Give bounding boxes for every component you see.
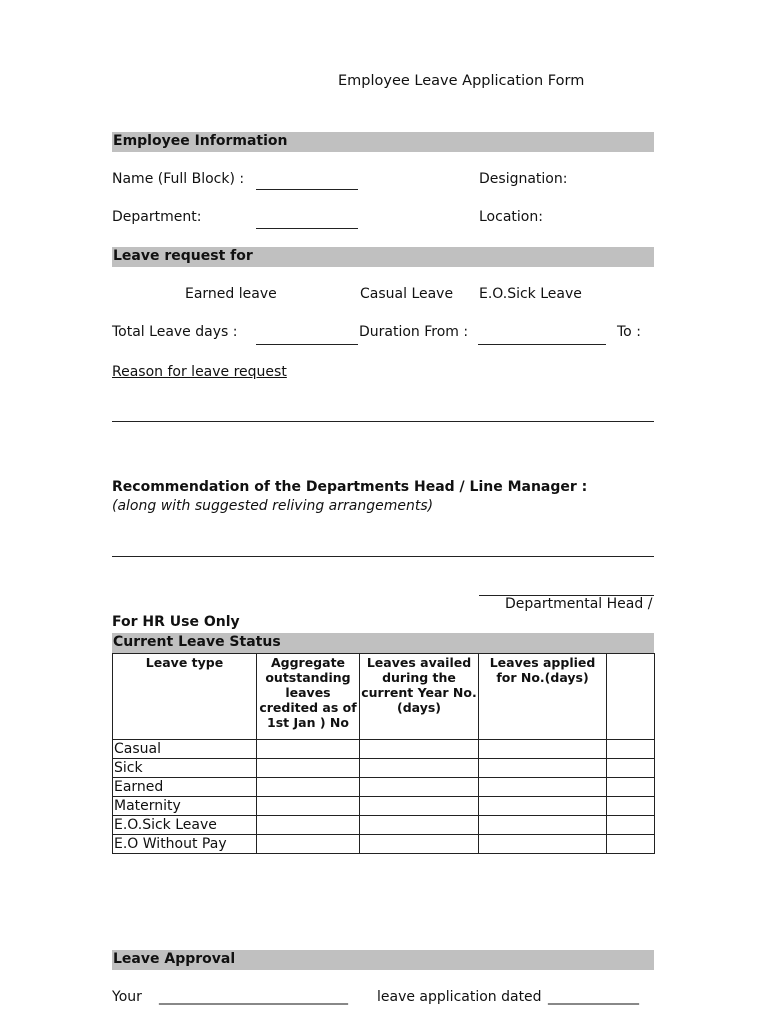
for-hr-use-label: For HR Use Only [112, 614, 240, 630]
reason-label: Reason for leave request [112, 364, 287, 380]
table-cell[interactable] [607, 740, 655, 759]
leave-type-cell: Sick [113, 759, 257, 778]
recommendation-subheading: (along with suggested reliving arrangements) [112, 498, 434, 514]
column-header: Aggregate outstanding leaves credited as of 1st Jan ) No [257, 654, 360, 740]
table-cell[interactable] [360, 835, 479, 854]
table-cell[interactable] [360, 778, 479, 797]
name-field[interactable] [256, 189, 358, 190]
table-cell[interactable] [360, 797, 479, 816]
option-casual-leave[interactable]: Casual Leave [360, 286, 454, 302]
recommendation-heading: Recommendation of the Departments Head / Line Manager : [112, 479, 588, 495]
table-row [113, 740, 655, 759]
leave-status-table [112, 653, 655, 854]
employee-information-header-label: Employee Information [113, 133, 288, 149]
column-header: Leaves applied for No.(days) [479, 654, 607, 740]
table-cell[interactable] [257, 797, 360, 816]
table-row [113, 778, 655, 797]
total-leave-days-field[interactable] [256, 344, 358, 345]
current-leave-status-header [112, 633, 654, 653]
table-header-row [113, 654, 655, 740]
table-cell[interactable] [607, 797, 655, 816]
table-cell[interactable] [479, 816, 607, 835]
table-cell[interactable] [257, 835, 360, 854]
department-field[interactable] [256, 228, 358, 229]
duration-from-field[interactable] [478, 344, 606, 345]
your-label: Your [112, 989, 142, 1005]
leave-request-header [112, 247, 654, 267]
table-cell[interactable] [479, 759, 607, 778]
table-cell[interactable] [360, 740, 479, 759]
table-cell[interactable] [479, 797, 607, 816]
table-cell[interactable] [607, 759, 655, 778]
column-header: Leave type [113, 654, 257, 740]
column-header [607, 654, 655, 740]
form-title: Employee Leave Application Form [338, 73, 585, 89]
table-cell[interactable] [479, 778, 607, 797]
table-cell[interactable] [360, 759, 479, 778]
reason-field[interactable] [112, 421, 654, 422]
table-cell[interactable] [257, 740, 360, 759]
column-header: Leaves availed during the current Year No. (days) [360, 654, 479, 740]
duration-from-label: Duration From : [359, 324, 469, 340]
leave-application-dated-label: leave application dated [377, 989, 542, 1005]
leave-type-cell: Earned [113, 778, 257, 797]
name-label: Name (Full Block) : [112, 171, 245, 187]
recommendation-field[interactable] [112, 556, 654, 557]
table-row [113, 816, 655, 835]
department-label: Department: [112, 209, 202, 225]
table-row [113, 759, 655, 778]
departmental-head-label: Departmental Head / [505, 596, 653, 612]
approval-blank-short[interactable]: _____________ [548, 989, 639, 1005]
leave-type-cell: Casual [113, 740, 257, 759]
option-eo-sick-leave[interactable]: E.O.Sick Leave [479, 286, 582, 302]
table-cell[interactable] [607, 778, 655, 797]
employee-information-header [112, 132, 654, 152]
table-cell[interactable] [257, 816, 360, 835]
leave-type-cell: Maternity [113, 797, 257, 816]
table-cell[interactable] [479, 740, 607, 759]
leave-type-cell: E.O Without Pay [113, 835, 257, 854]
leave-approval-header [112, 950, 654, 970]
table-row [113, 835, 655, 854]
leave-type-cell: E.O.Sick Leave [113, 816, 257, 835]
table-cell[interactable] [257, 778, 360, 797]
option-earned-leave[interactable]: Earned leave [185, 286, 277, 302]
table-cell[interactable] [257, 759, 360, 778]
current-leave-status-label: Current Leave Status [113, 634, 281, 650]
table-cell[interactable] [607, 835, 655, 854]
designation-label: Designation: [479, 171, 568, 187]
leave-approval-header-label: Leave Approval [113, 951, 236, 967]
leave-request-header-label: Leave request for [113, 248, 253, 264]
location-label: Location: [479, 209, 543, 225]
total-leave-days-label: Total Leave days : [112, 324, 238, 340]
table-cell[interactable] [607, 816, 655, 835]
approval-blank-long[interactable]: ___________________________ [159, 989, 348, 1005]
table-cell[interactable] [360, 816, 479, 835]
table-cell[interactable] [479, 835, 607, 854]
to-label: To : [617, 324, 641, 340]
table-row [113, 797, 655, 816]
